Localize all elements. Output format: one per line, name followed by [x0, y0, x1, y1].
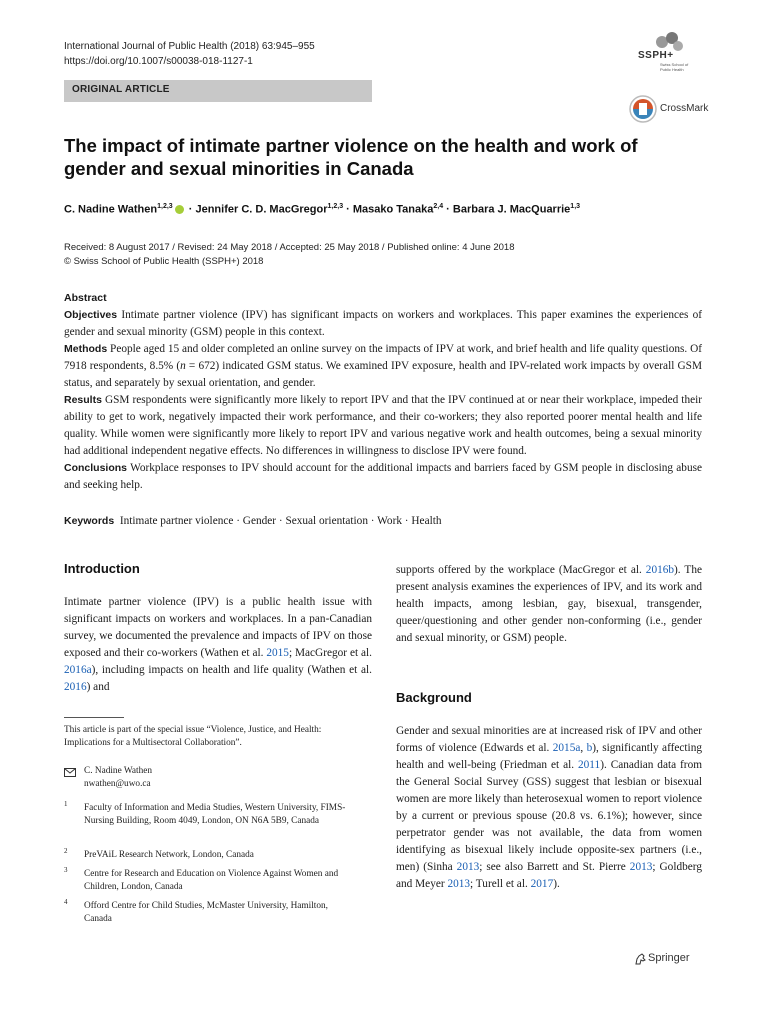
body-text: supports offered by the workplace (MacGregor et al.	[396, 564, 646, 576]
methods-text: People aged 15 and older completed an online survey on the impacts of IPV at work, and brief health and life quality questions. Of 7918 respondents, 8.5% (	[64, 343, 702, 372]
author-list	[64, 203, 580, 216]
citation-link[interactable]: 2015	[266, 647, 289, 659]
copyright: © Swiss School of Public Health (SSPH+) 2018	[64, 256, 264, 267]
body-text: ). The present analysis examines the experiences of IPV, and its work and health impacts, among lesbian, gay, bisexual, transgender, queer/questioning and other gender non-conforming (i.e., gender and sexual minority, or GSM) people.	[396, 564, 702, 644]
author-name[interactable]: Jennifer C. D. MacGregor	[195, 203, 328, 216]
citation-link[interactable]: 2013	[629, 861, 653, 873]
abstract-methods	[64, 341, 702, 392]
ssph-logo-icon	[652, 30, 686, 52]
author-affiliation: 1,2,3	[327, 203, 344, 210]
background-paragraph	[396, 723, 702, 893]
article-type-label: ORIGINAL ARTICLE	[72, 84, 170, 95]
affiliation-number: 3	[64, 866, 68, 874]
results-label: Results	[64, 394, 102, 406]
body-text: ,	[580, 742, 587, 754]
body-text: ; MacGregor et al.	[288, 647, 373, 659]
keywords-label: Keywords	[64, 515, 115, 527]
affiliation-number: 2	[64, 847, 68, 855]
journal-citation: International Journal of Public Health (2018) 63:945–955	[64, 41, 315, 52]
author-separator: ·	[343, 203, 353, 216]
body-text: ), significantly affecting health and well-being (Friedman et al.	[396, 742, 702, 771]
body-text: ; Goldberg and Meyer	[396, 861, 702, 890]
introduction-paragraph	[64, 594, 372, 696]
springer-horse-icon	[634, 953, 646, 965]
body-text: ; Turell et al.	[470, 878, 531, 890]
methods-text: = 672) indicated GSM status. We examined IPV exposure, health and IPV-related work impacts by overall GSM status, and separately by sexual orientation, and gender.	[64, 360, 702, 389]
results-text: GSM respondents were significantly more likely to report IPV and that the IPV continued at or near their workplace, impeded their ability to get to work, negatively impacted their work performance, and their co-workers; they also reported poorer mental health and life quality. While women were significantly more likely to report IPV and various negative work and health outcomes, being a sexual minority had additional independent negative effects. No differences in willingness to disclose IPV were found.	[64, 394, 703, 457]
objectives-label: Objectives	[64, 309, 118, 321]
doi-link[interactable]: https://doi.org/10.1007/s00038-018-1127-1	[64, 56, 253, 67]
body-text: ).	[553, 878, 560, 890]
author-affiliation: 1,2,3	[157, 203, 173, 210]
author-affiliation: 1,3	[570, 203, 581, 210]
citation-link[interactable]: b	[586, 742, 593, 754]
footnote-rule	[64, 717, 124, 718]
envelope-icon	[64, 768, 76, 777]
author-name[interactable]: C. Nadine Wathen	[64, 203, 158, 216]
methods-n: n	[180, 360, 186, 372]
contact-email[interactable]: nwathen@uwo.ca	[84, 779, 151, 789]
affiliation-number: 4	[64, 898, 68, 906]
history-dates: Received: 8 August 2017 / Revised: 24 May 2018 / Accepted: 25 May 2018 / Published online: 4 June 2018	[64, 242, 515, 253]
keywords-text: Intimate partner violence · Gender · Sexual orientation · Work · Health	[119, 515, 442, 527]
citation-link[interactable]: 2016b	[645, 564, 675, 576]
keywords	[64, 515, 442, 527]
article-dates	[64, 241, 515, 269]
author-name[interactable]: Masako Tanaka	[352, 203, 434, 216]
ssph-sub-text: Swiss School of Public Health	[660, 62, 689, 72]
author-separator: ·	[185, 203, 196, 216]
abstract-conclusions	[64, 460, 702, 494]
contact-name: C. Nadine Wathen	[84, 766, 153, 776]
author-affiliation: 2,4	[433, 203, 444, 210]
ssph-logo-text: SSPH+	[638, 50, 674, 61]
citation-link[interactable]: 2011	[578, 759, 601, 771]
abstract-objectives	[64, 307, 702, 341]
orcid-icon[interactable]	[175, 205, 184, 214]
body-text: Intimate partner violence (IPV) is a public health issue with significant impacts on workers and workplaces. In a pan-Canadian survey, we documented the prevalence and impacts of IPV on those exposed and their co-workers (Wathen et al.	[64, 596, 372, 659]
crossmark-label[interactable]: CrossMark	[660, 103, 709, 114]
intro-continued-paragraph	[396, 562, 702, 647]
methods-label: Methods	[64, 343, 108, 355]
affiliation-text: Centre for Research and Education on Violence Against Women and Children, London, Canada	[84, 869, 339, 892]
conclusions-text: Workplace responses to IPV should account for the additional impacts and barriers faced by GSM people in disclosing abuse and seeking help.	[64, 462, 703, 491]
author-separator: ·	[443, 203, 453, 216]
affiliation-text: PreVAiL Research Network, London, Canada	[84, 850, 254, 860]
citation-link[interactable]: 2015a	[552, 742, 581, 754]
introduction-heading: Introduction	[64, 561, 140, 576]
citation-link[interactable]: 2013	[447, 878, 471, 890]
abstract-results	[64, 392, 702, 460]
body-text: ). Canadian data from the General Social Survey (GSS) suggest that lesbian or bisexual women are more likely than heterosexual women to report violence by a current or previous spouse (20.8 vs. 6.1%); however, since perpetrator gender was not available, the data from women identifying as bisexual likely include opposite-sex partners (i.e., men) (Sinha	[396, 759, 702, 873]
publisher-name: Springer	[648, 952, 690, 964]
conclusions-label: Conclusions	[64, 462, 128, 474]
affiliation-number: 1	[64, 800, 68, 808]
body-text: Gender and sexual minorities are at increased risk of IPV and other forms of violence (Edwards et al.	[396, 725, 702, 754]
citation-link[interactable]: 2016a	[64, 664, 92, 676]
body-text: ) and	[86, 681, 110, 693]
citation-link[interactable]: 2017	[530, 878, 554, 890]
abstract-heading: Abstract	[64, 292, 107, 304]
abstract	[64, 290, 702, 494]
body-text: ), including impacts on health and life quality (Wathen et al.	[91, 664, 372, 676]
author-name[interactable]: Barbara J. MacQuarrie	[452, 203, 571, 216]
citation-link[interactable]: 2013	[456, 861, 480, 873]
citation-link[interactable]: 2016	[64, 681, 87, 693]
background-heading: Background	[396, 690, 472, 705]
affiliation-text: Faculty of Information and Media Studies, Western University, FIMS-Nursing Building, Room 4049, London, ON N6A 5B9, Canada	[84, 803, 346, 826]
special-issue-note: This article is part of the special issue “Violence, Justice, and Health: Implications for a Multisectoral Collaboration”.	[64, 725, 322, 748]
article-type-bar	[64, 80, 372, 102]
affiliation-text: Offord Centre for Child Studies, McMaster University, Hamilton, Canada	[84, 901, 329, 924]
crossmark-icon[interactable]	[628, 94, 658, 124]
article-title: The impact of intimate partner violence on the health and work of gender and sexual minorities in Canada	[64, 135, 638, 179]
objectives-text: Intimate partner violence (IPV) has significant impacts on workers and workplaces. This paper examines the experiences of gender and sexual minority (GSM) people in this context.	[64, 309, 703, 338]
body-text: ; see also Barrett and St. Pierre	[479, 861, 630, 873]
